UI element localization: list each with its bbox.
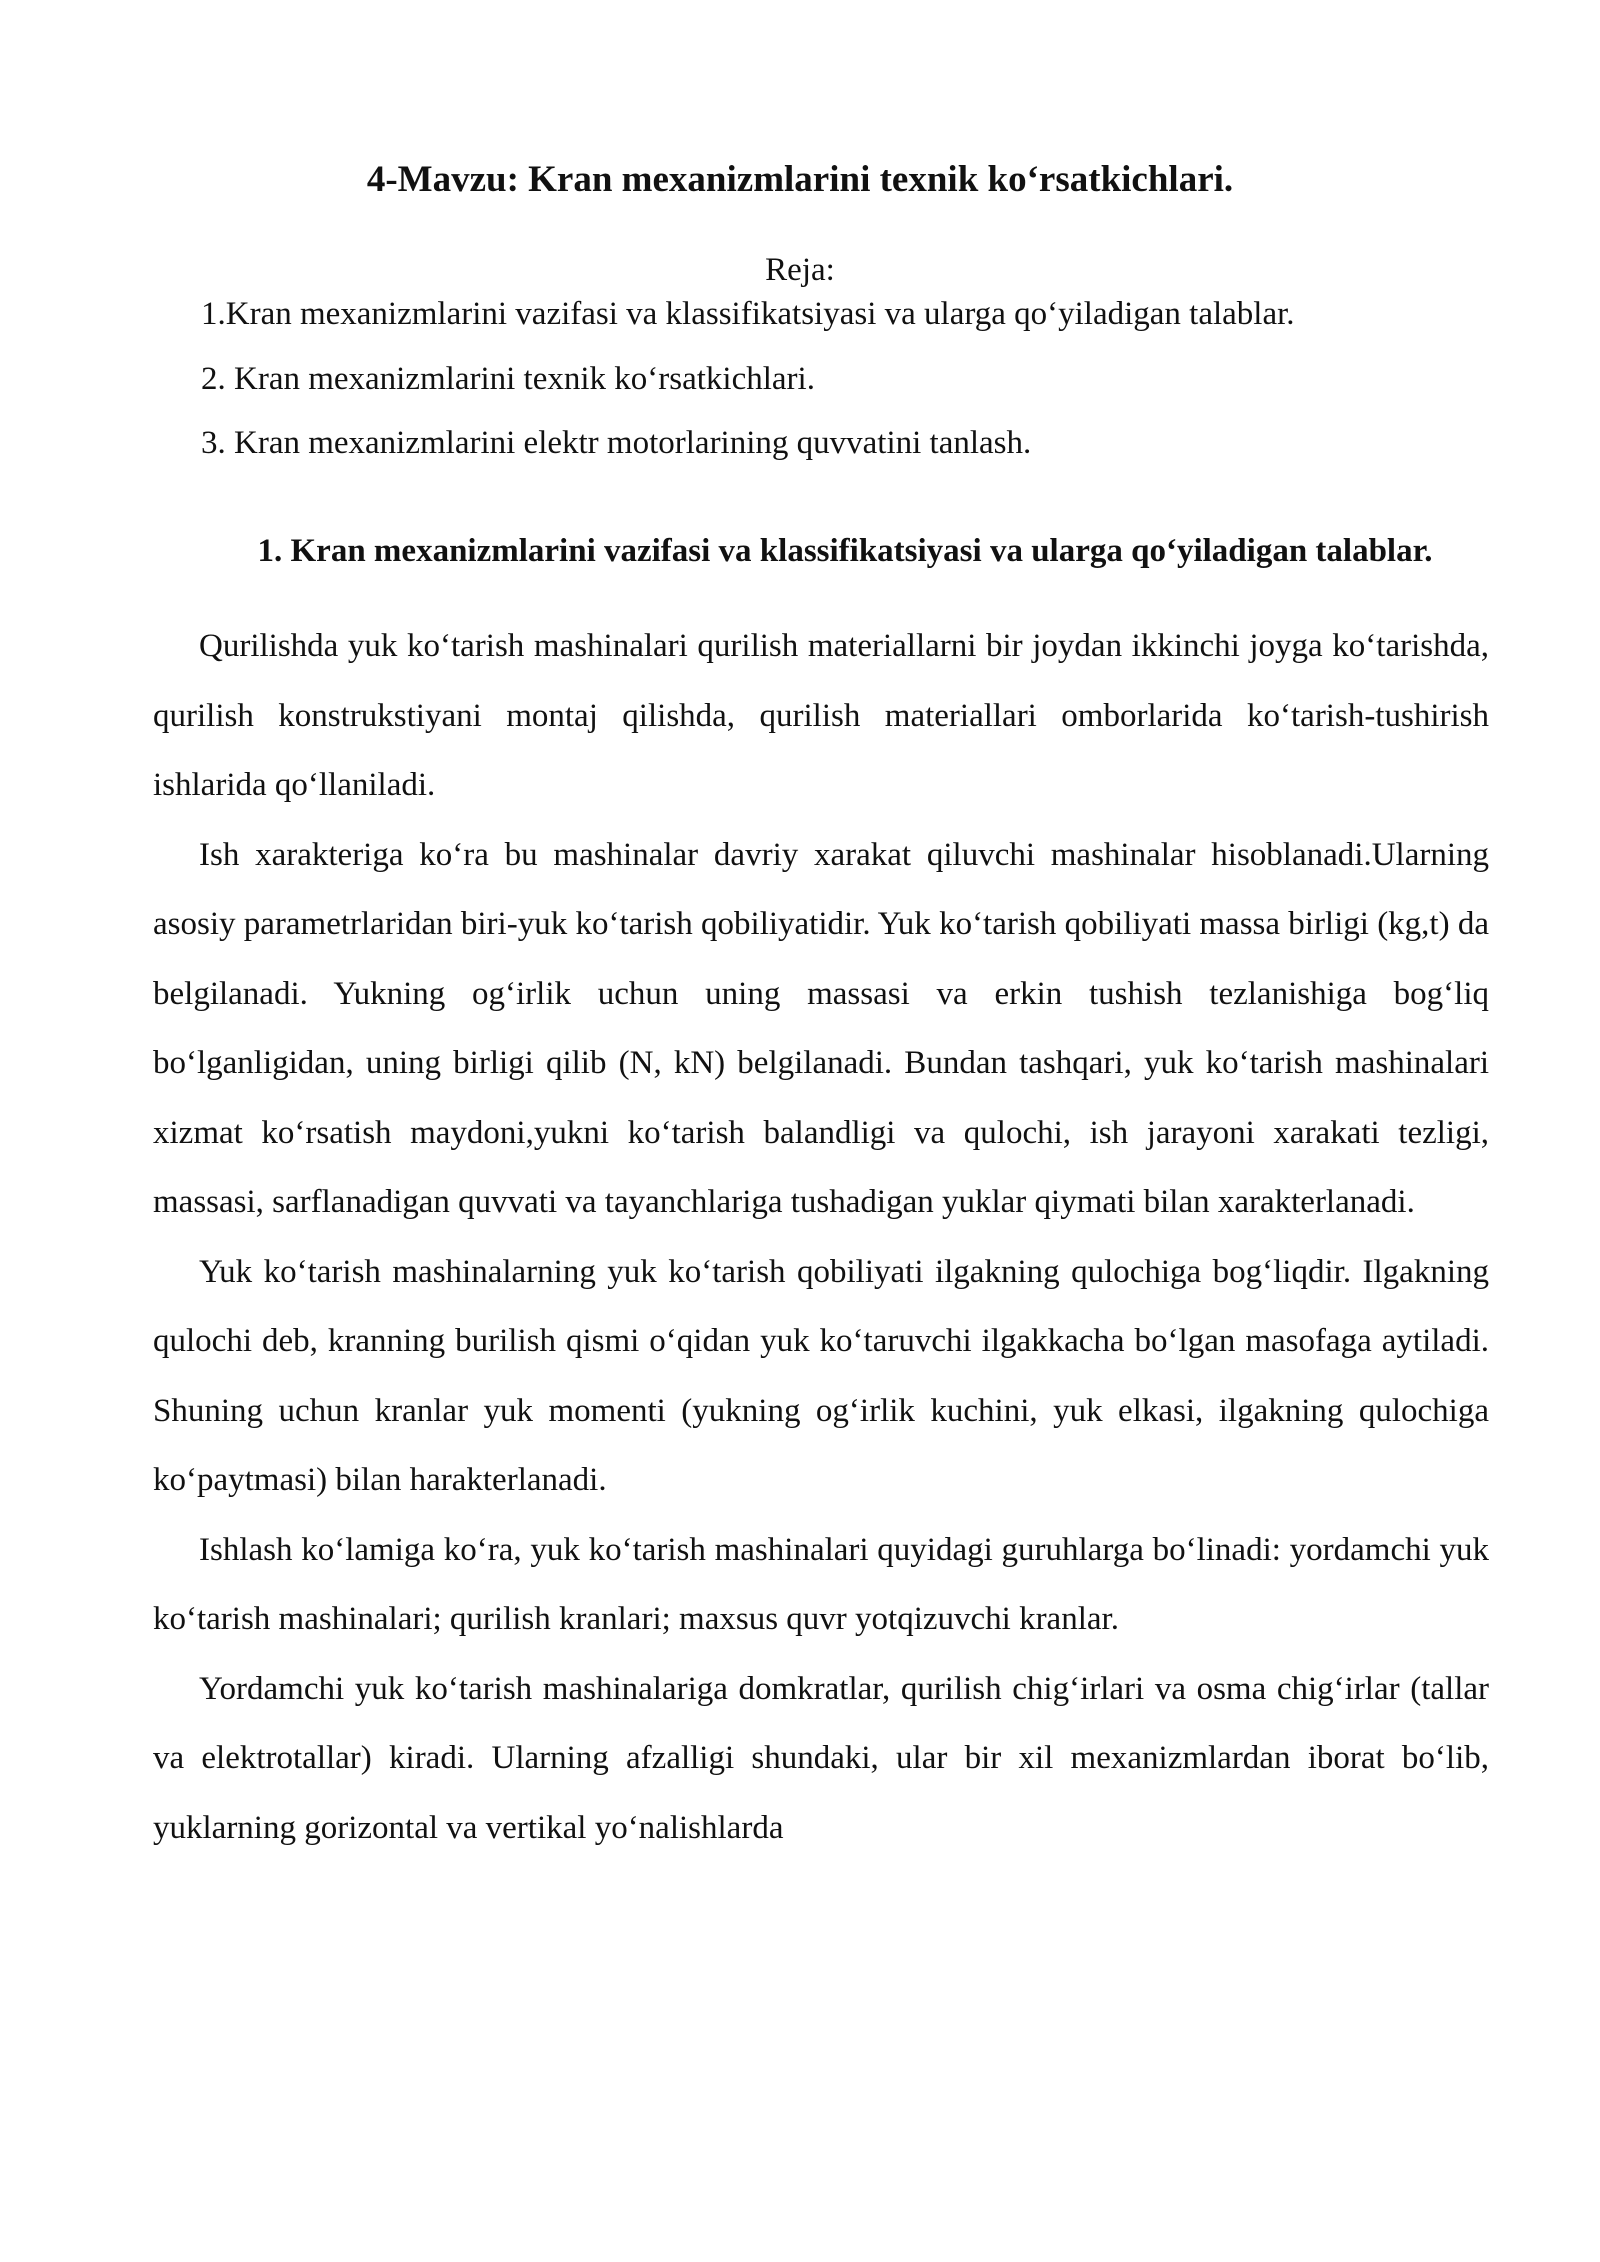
plan-item-1: 1.Kran mexanizmlarini vazifasi va klassifikatsiyasi va ularga qo‘yiladigan talablar. — [201, 296, 1295, 332]
paragraph-1: Qurilishda yuk ko‘tarish mashinalari qurilish materiallarni bir joydan ikkinchi joyga ko‘tarishda, qurilish konstrukstiyani montaj qilishda, qurilish materiallari omborlarida ko‘tarish-tushirish ishlarida qo‘llaniladi. — [153, 628, 1489, 803]
plan-item-2: 2. Kran mexanizmlarini texnik ko‘rsatkichlari. — [201, 361, 815, 397]
paragraph-3: Yuk ko‘tarish mashinalarning yuk ko‘tarish qobiliyati ilgakning qulochiga bog‘liqdir. Ilgakning qulochi deb, kranning burilish qismi o‘qidan yuk ko‘taruvchi ilgakkacha bo‘lgan masofaga aytiladi. Shuning uchun kranlar yuk momenti (yukning og‘irlik kuchini, yuk elkasi, ilgakning qulochiga ko‘paytmasi) bilan harakterlanadi. — [153, 1253, 1489, 1498]
paragraph-5: Yordamchi yuk ko‘tarish mashinalariga domkratlar, qurilish chig‘irlari va osma chig‘irlar (tallar va elektrotallar) kiradi. Ularning afzalligi shundaki, ular bir xil mexanizmlardan iborat bo‘lib, yuklarning gorizontal va vertikal yo‘nalishlarda — [153, 1670, 1489, 1846]
plan-label: Reja: — [765, 252, 835, 288]
page-title: 4-Mavzu: Kran mexanizmlarini texnik ko‘rsatkichlari. — [366, 159, 1234, 200]
body-text — [153, 612, 1489, 1863]
paragraph-2: Ish xarakteriga ko‘ra bu mashinalar davriy xarakat qiluvchi mashinalar hisoblanadi.Ularning asosiy parametrlaridan biri-yuk ko‘tarish qobiliyatidir. Yuk ko‘tarish qobiliyati massa birligi (kg,t) da belgilanadi. Yukning og‘irlik uchun uning massasi va erkin tushish tezlanishiga bog‘liq bo‘lganligidan, uning birligi qilib (N, kN) belgilanadi. Bundan tashqari, yuk ko‘tarish mashinalari xizmat ko‘rsatish maydoni,yukni ko‘tarish balandligi va qulochi, ish jarayoni xarakati tezligi, massasi, sarflanadigan quvvati va tayanchlariga tushadigan yuklar qiymati bilan xarakterlanadi. — [153, 836, 1489, 1220]
plan-item-3: 3. Kran mexanizmlarini elektr motorlarining quvvatini tanlash. — [201, 425, 1032, 461]
paragraph-4: Ishlash ko‘lamiga ko‘ra, yuk ko‘tarish mashinalari quyidagi guruhlarga bo‘linadi: yordamchi yuk ko‘tarish mashinalari; qurilish kranlari; maxsus quvr yotqizuvchi kranlar. — [153, 1531, 1489, 1637]
section-heading: 1. Kran mexanizmlarini vazifasi va klassifikatsiyasi va ularga qo‘yiladigan talablar. — [257, 533, 1433, 569]
